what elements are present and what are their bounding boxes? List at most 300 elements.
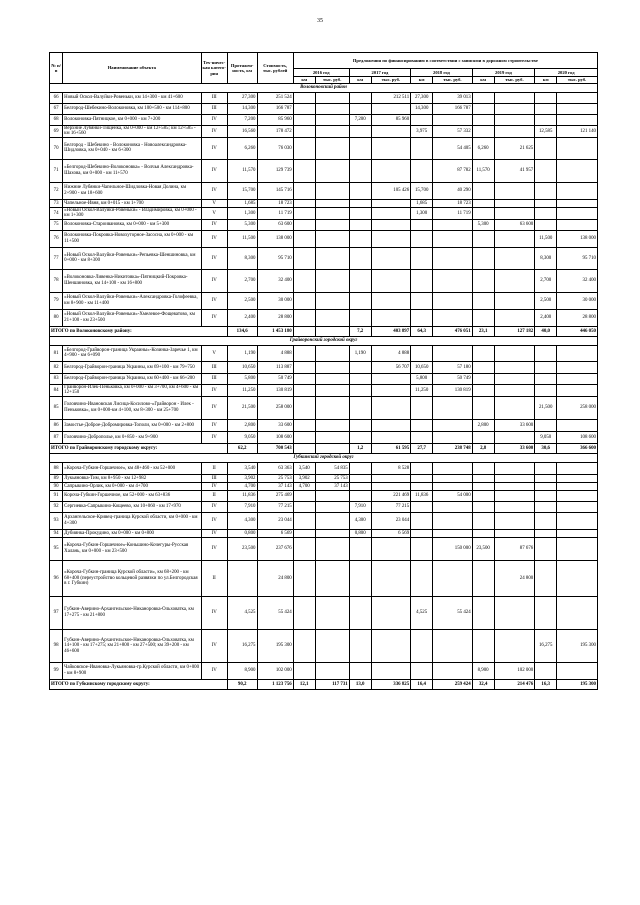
row-number: 77 (50, 247, 63, 269)
year-rub-cell (315, 230, 349, 247)
cost-cell: 63 600 (257, 219, 293, 230)
year-km-cell (293, 529, 315, 537)
table-row (50, 474, 598, 482)
year-km-cell: 1,300 (411, 207, 433, 219)
year-km-cell: 11,570 (472, 159, 494, 182)
total-year-rub: 33 600 (494, 443, 535, 453)
year-rub-cell (371, 207, 411, 219)
year-km-cell (349, 230, 371, 247)
year-km-cell (535, 93, 557, 104)
year-rub-cell: 25 753 (315, 474, 349, 482)
year-km-cell (535, 373, 557, 384)
year-rub-cell: 102 000 (494, 662, 535, 679)
year-rub-cell: 63 600 (494, 219, 535, 230)
year-km-cell (535, 115, 557, 126)
year-rub-cell (494, 396, 535, 419)
table-row (50, 230, 598, 247)
year-km-cell: 3,975 (411, 126, 433, 138)
category-cell: V (201, 199, 227, 207)
year-rub-cell (371, 126, 411, 138)
year-km-cell (349, 104, 371, 115)
section-header-row (50, 336, 598, 345)
year-km-cell (411, 560, 433, 596)
year-rub-cell (371, 292, 411, 309)
category-cell: IV (201, 247, 227, 269)
year-rub-cell (371, 373, 411, 384)
object-name: Верхние Лубянки-Тищенка, км 0+000 - км 12+585; км 12+585 - км 16+560 (63, 126, 201, 138)
length-cell: 11,836 (227, 490, 257, 501)
length-cell: 1,190 (227, 345, 257, 361)
year-km-cell (411, 230, 433, 247)
cost-cell: 178 472 (257, 126, 293, 138)
year-rub-cell (494, 490, 535, 501)
cost-cell: 32 400 (257, 269, 293, 292)
year-km-cell (293, 662, 315, 679)
total-cost: 700 543 (257, 443, 293, 453)
year-rub-cell (494, 373, 535, 384)
year-rub-cell (371, 431, 411, 443)
year-rub-cell (315, 419, 349, 431)
row-number: 67 (50, 104, 63, 115)
year-rub-cell (557, 490, 598, 501)
row-number: 91 (50, 490, 63, 501)
table-row (50, 537, 598, 560)
year-rub-cell: 54 835 (315, 462, 349, 474)
row-number: 88 (50, 462, 63, 474)
year-km-cell: 21,500 (535, 396, 557, 419)
year-km-cell (411, 431, 433, 443)
total-year-rub: 403 897 (371, 326, 411, 336)
year-rub-cell (494, 482, 535, 490)
year-km-cell: 2,500 (535, 292, 557, 309)
total-year-rub: 336 825 (371, 679, 411, 689)
total-year-km: 27,7 (411, 443, 433, 453)
year-rub-cell: 121 140 (557, 126, 598, 138)
row-number: 99 (50, 662, 63, 679)
year-km-cell (349, 537, 371, 560)
year-rub-cell: 28 800 (557, 309, 598, 326)
total-year-km: 7,2 (349, 326, 371, 336)
cost-cell: 24 800 (257, 560, 293, 596)
object-name: Новый Оскол-Валуйки-Ровеньки, км 14+300 - км 41+600 (63, 93, 201, 104)
length-cell: 23,500 (227, 537, 257, 560)
year-rub-cell (557, 384, 598, 396)
year-rub-cell (494, 309, 535, 326)
year-rub-cell (557, 361, 598, 373)
table-row (50, 431, 598, 443)
year-km-cell (535, 361, 557, 373)
year-km-cell (349, 159, 371, 182)
year-rub-cell (315, 361, 349, 373)
year-km-cell (472, 115, 494, 126)
table-row (50, 629, 598, 662)
year-km-cell: 0,800 (349, 529, 371, 537)
total-year-rub (315, 443, 349, 453)
year-km-cell (411, 419, 433, 431)
object-name: «Белгород-Грайворон-граница Украины»-Козинка-Заречье 1, км 4+900 - км 6+090 (63, 345, 201, 361)
total-year-km: 12,1 (293, 679, 315, 689)
length-cell: 9,050 (227, 431, 257, 443)
year-rub-cell (371, 537, 411, 560)
sub-rub: тыс. руб. (315, 77, 349, 84)
year-km-cell (293, 537, 315, 560)
year-rub-cell: 212 511 (371, 93, 411, 104)
col-length: Протяжен-ность, км (227, 53, 257, 84)
year-rub-cell: 40 290 (433, 182, 473, 199)
sub-rub: тыс. руб. (371, 77, 411, 84)
year-rub-cell (433, 512, 473, 529)
cost-cell: 102 000 (257, 662, 293, 679)
year-rub-cell (433, 247, 473, 269)
table-row (50, 662, 598, 679)
category-cell: V (201, 207, 227, 219)
table-row (50, 512, 598, 529)
length-cell: 4,525 (227, 596, 257, 629)
year-km-cell (472, 126, 494, 138)
year-km-cell (293, 373, 315, 384)
year-rub-cell (557, 537, 598, 560)
length-cell: 16,560 (227, 126, 257, 138)
year-km-cell (472, 490, 494, 501)
year-km-cell (411, 269, 433, 292)
length-cell: 8,300 (227, 247, 257, 269)
table-row (50, 361, 598, 373)
year-km-cell (535, 419, 557, 431)
section-header-row (50, 453, 598, 462)
table-row (50, 137, 598, 159)
length-cell: 8,900 (227, 662, 257, 679)
year-rub-cell (315, 126, 349, 138)
table-row (50, 207, 598, 219)
object-name: Грайворон-Илек-Пеньковка, км 0+000 - км 3+700, км 4+600 - км 12+150 (63, 384, 201, 396)
year-rub-cell (494, 462, 535, 474)
year-rub-cell (494, 474, 535, 482)
year-km-cell (293, 182, 315, 199)
year-rub-cell (433, 560, 473, 596)
year-rub-cell (433, 345, 473, 361)
year-rub-cell: 258 000 (557, 396, 598, 419)
year-km-cell (349, 560, 371, 596)
year-rub-cell (433, 474, 473, 482)
year-rub-cell (433, 419, 473, 431)
cost-cell: 113 887 (257, 361, 293, 373)
year-km-cell (472, 596, 494, 629)
year-km-cell: 4,700 (293, 482, 315, 490)
table-row (50, 159, 598, 182)
year-km-cell (535, 182, 557, 199)
total-year-km: 30,6 (535, 443, 557, 453)
year-rub-cell (557, 207, 598, 219)
year-rub-cell (315, 501, 349, 512)
year-km-cell (293, 490, 315, 501)
year-rub-cell (315, 529, 349, 537)
table-row (50, 396, 598, 419)
year-rub-cell (315, 93, 349, 104)
year-rub-cell (433, 629, 473, 662)
year-rub-cell (315, 104, 349, 115)
total-year-rub: 61 595 (371, 443, 411, 453)
cost-cell: 195 300 (257, 629, 293, 662)
section-title: Грайворонский городской округ (50, 336, 598, 345)
cost-cell: 25 753 (257, 474, 293, 482)
category-cell: IV (201, 159, 227, 182)
year-km-cell: 11,500 (535, 230, 557, 247)
cost-cell: 145 716 (257, 182, 293, 199)
cost-cell: 37 143 (257, 482, 293, 490)
object-name: Волоконовка-Покровка-Новохуторное-Засосна, км 0+000 - км 11+500 (63, 230, 201, 247)
object-name: Лукьяновка-Тим, км 8+950 - км 12+982 (63, 474, 201, 482)
year-rub-cell (371, 474, 411, 482)
year-rub-cell (433, 309, 473, 326)
year-rub-cell (371, 384, 411, 396)
year-km-cell (411, 159, 433, 182)
length-cell: 3,540 (227, 462, 257, 474)
length-cell: 14,300 (227, 104, 257, 115)
total-year-km: 1,2 (349, 443, 371, 453)
object-name: Волоконовка-Пятницкое, км 0+000 - км 7+200 (63, 115, 201, 126)
year-rub-cell (433, 482, 473, 490)
year-km-cell (472, 396, 494, 419)
year-km-cell (293, 512, 315, 529)
row-number: 72 (50, 182, 63, 199)
col-cost: Стоимость, тыс. рублей (257, 53, 293, 84)
year-km-cell (472, 384, 494, 396)
year-rub-cell (315, 596, 349, 629)
cost-cell: 76 030 (257, 137, 293, 159)
year-km-cell (535, 537, 557, 560)
year-km-cell (472, 482, 494, 490)
year-km-cell (293, 104, 315, 115)
year-rub-cell (494, 126, 535, 138)
sub-km: км (472, 77, 494, 84)
year-rub-cell (371, 247, 411, 269)
length-cell: 11,250 (227, 384, 257, 396)
year-rub-cell (494, 207, 535, 219)
year-km-cell (411, 462, 433, 474)
year-km-cell (535, 474, 557, 482)
year-km-cell (293, 207, 315, 219)
length-cell: 11,570 (227, 159, 257, 182)
year-rub-cell (557, 219, 598, 230)
year-rub-cell (494, 292, 535, 309)
year-rub-cell (433, 501, 473, 512)
year-rub-cell (494, 529, 535, 537)
year-rub-cell (557, 115, 598, 126)
year-km-cell (349, 126, 371, 138)
year-rub-cell (494, 345, 535, 361)
year-rub-cell (433, 662, 473, 679)
year-km-cell (349, 182, 371, 199)
year-km-cell (535, 662, 557, 679)
length-cell: 3,902 (227, 474, 257, 482)
total-cost: 1 453 180 (257, 326, 293, 336)
year-rub-cell (315, 345, 349, 361)
year-km-cell (411, 629, 433, 662)
year-rub-cell (433, 269, 473, 292)
year-rub-cell: 39 013 (433, 93, 473, 104)
year-km-cell (411, 247, 433, 269)
year-rub-cell: 8 528 (371, 462, 411, 474)
row-number: 81 (50, 345, 63, 361)
year-rub-cell (557, 199, 598, 207)
year-km-cell (349, 384, 371, 396)
cost-cell: 251 524 (257, 93, 293, 104)
year-km-cell (535, 159, 557, 182)
object-name: Волоконовка-Староивановка, км 0+000 - км 5+300 (63, 219, 201, 230)
length-cell: 1,300 (227, 207, 257, 219)
sub-rub: тыс. руб. (557, 77, 598, 84)
sub-km: км (293, 77, 315, 84)
row-number: 85 (50, 396, 63, 419)
year-km-cell (293, 247, 315, 269)
year-km-cell (349, 309, 371, 326)
year-km-cell (472, 199, 494, 207)
year-rub-cell (315, 182, 349, 199)
year-km-cell (472, 292, 494, 309)
table-row (50, 292, 598, 309)
year-rub-cell (494, 501, 535, 512)
year-rub-cell (494, 629, 535, 662)
year-km-cell (293, 126, 315, 138)
year-rub-cell (433, 292, 473, 309)
object-name: «Новый Оскол-Валуйки-Ровеньки»-Репьевка-Шеншиновка, км 0+000 - км 8+300 (63, 247, 201, 269)
year-km-cell (349, 137, 371, 159)
year-rub-cell: 57 332 (433, 126, 473, 138)
year-rub-cell: 55 424 (433, 596, 473, 629)
year-rub-cell (371, 629, 411, 662)
row-number: 66 (50, 93, 63, 104)
total-year-rub: 366 600 (557, 443, 598, 453)
category-cell: IV (201, 115, 227, 126)
year-km-cell (293, 384, 315, 396)
year-2017: 2017 год (349, 69, 410, 77)
year-rub-cell (315, 537, 349, 560)
category-cell: V (201, 345, 227, 361)
row-number: 76 (50, 230, 63, 247)
object-name: «Короча-Губкин-Горшечное», км 48+460 - км 52+000 (63, 462, 201, 474)
length-cell: 2,800 (227, 419, 257, 431)
row-number: 73 (50, 199, 63, 207)
table-row (50, 384, 598, 396)
year-rub-cell (315, 137, 349, 159)
table-row (50, 373, 598, 384)
cost-cell: 33 600 (257, 419, 293, 431)
length-cell: 5,800 (227, 373, 257, 384)
year-rub-cell (494, 115, 535, 126)
col-name: Наименование объекта (63, 53, 201, 84)
year-rub-cell (315, 309, 349, 326)
year-km-cell (472, 230, 494, 247)
year-km-cell (411, 309, 433, 326)
total-year-km: 32,4 (472, 679, 494, 689)
row-number: 95 (50, 537, 63, 560)
year-rub-cell (433, 431, 473, 443)
sub-rub: тыс. руб. (433, 77, 473, 84)
year-km-cell (411, 219, 433, 230)
cost-cell: 6 569 (257, 529, 293, 537)
year-km-cell (472, 474, 494, 482)
table-row (50, 490, 598, 501)
row-number: 70 (50, 137, 63, 159)
cost-cell: 95 710 (257, 247, 293, 269)
year-rub-cell: 18 723 (433, 199, 473, 207)
year-km-cell (293, 419, 315, 431)
year-rub-cell: 11 719 (433, 207, 473, 219)
object-name: Белгород-Шебекино-Волоконовка, км 100+500 - км 114+800 (63, 104, 201, 115)
object-name: Белгород-Грайворон-граница Украины, км 69+100 - км 79+750 (63, 361, 201, 373)
year-rub-cell (315, 115, 349, 126)
year-km-cell: 2,700 (535, 269, 557, 292)
cost-cell: 55 424 (257, 596, 293, 629)
year-rub-cell (557, 560, 598, 596)
year-km-cell (472, 247, 494, 269)
year-rub-cell (494, 269, 535, 292)
cost-cell: 129 739 (257, 159, 293, 182)
length-cell: 4,300 (227, 512, 257, 529)
total-label: ИТОГО по Грайворонскому городскому округу: (50, 443, 228, 453)
year-rub-cell (371, 104, 411, 115)
year-rub-cell: 37 143 (315, 482, 349, 490)
row-number: 84 (50, 384, 63, 396)
year-km-cell (293, 345, 315, 361)
length-cell: 2,500 (227, 292, 257, 309)
row-number: 86 (50, 419, 63, 431)
category-cell: III (201, 93, 227, 104)
year-km-cell (535, 384, 557, 396)
length-cell (227, 560, 257, 596)
year-rub-cell (315, 373, 349, 384)
category-cell: II (201, 462, 227, 474)
year-km-cell: 23,500 (472, 537, 494, 560)
object-name: Короча-Губкин-Горшечное, км 52+000 - км 63+836 (63, 490, 201, 501)
year-km-cell: 11,836 (411, 490, 433, 501)
object-name: «Короча-Губкин-граница Курской области», км 68+200 - км 68+400 (переустройство кольцевой развязки по ул.Белгородская в г. Губкин) (63, 560, 201, 596)
year-km-cell (411, 529, 433, 537)
year-rub-cell (557, 482, 598, 490)
year-rub-cell: 21 625 (494, 137, 535, 159)
year-km-cell (349, 474, 371, 482)
row-number: 78 (50, 269, 63, 292)
year-rub-cell (315, 292, 349, 309)
year-rub-cell (371, 662, 411, 679)
year-km-cell (349, 662, 371, 679)
cost-cell: 138 000 (257, 230, 293, 247)
year-rub-cell (315, 431, 349, 443)
total-year-rub: 476 051 (433, 326, 473, 336)
year-rub-cell (315, 490, 349, 501)
year-rub-cell (371, 199, 411, 207)
category-cell: II (201, 490, 227, 501)
year-km-cell: 2,400 (535, 309, 557, 326)
year-km-cell: 8,300 (535, 247, 557, 269)
year-rub-cell (557, 373, 598, 384)
year-rub-cell (557, 474, 598, 482)
year-rub-cell (494, 230, 535, 247)
year-km-cell: 4,300 (349, 512, 371, 529)
year-km-cell (535, 462, 557, 474)
year-rub-cell (494, 431, 535, 443)
year-km-cell (293, 560, 315, 596)
year-km-cell (535, 512, 557, 529)
year-rub-cell (494, 512, 535, 529)
year-rub-cell (494, 361, 535, 373)
object-name: «Волоконовка-Ливенка-Никитовка»-Пятницкий-Покровка-Шеншиновка, км 14+100 - км 16+800 (63, 269, 201, 292)
total-year-rub: 259 424 (433, 679, 473, 689)
year-km-cell (293, 199, 315, 207)
total-year-km: 40,0 (535, 326, 557, 336)
category-cell: III (201, 474, 227, 482)
category-cell: IV (201, 482, 227, 490)
